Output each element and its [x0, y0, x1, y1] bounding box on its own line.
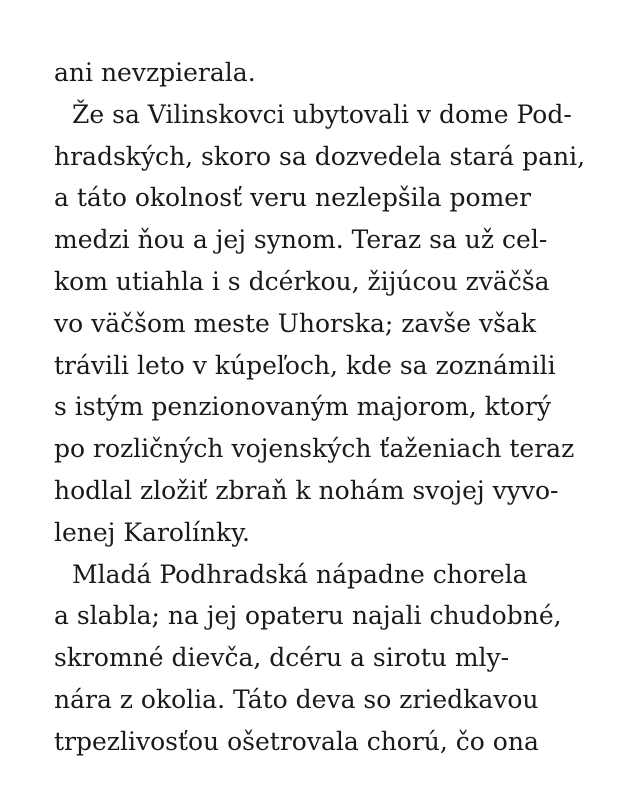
text-line: po rozličných vojenských ťaženiach teraz [54, 434, 575, 464]
text-line: vo väčšom meste Uhorska; zavše však [54, 308, 537, 338]
text-line: a slabla; na jej opateru najali chudobné, [54, 601, 562, 631]
text-line: a táto okolnosť veru nezlepšila pomer [54, 183, 532, 213]
text-line: nára z okolia. Táto deva so zriedkavou [54, 684, 539, 714]
paragraph-first-line: Mladá Podhradská nápadne chorela [72, 559, 528, 589]
text-line: hodlal zložiť zbraň k nohám svojej vyvo- [54, 475, 559, 505]
text-line: skromné dievča, dcéru a sirotu mly- [54, 643, 510, 673]
text-line: s istým penzionovaným majorom, ktorý [54, 392, 551, 422]
text-line: lenej Karolínky. [54, 517, 250, 547]
text-line: hradských, skoro sa dozvedela stará pani, [54, 141, 586, 171]
body-text [54, 52, 614, 763]
paragraph-first-line: Že sa Vilinskovci ubytovali v dome Pod- [72, 99, 572, 129]
text-line: trpezlivosťou ošetrovala chorú, čo ona [54, 726, 539, 756]
text-line: ani nevzpierala. [54, 58, 256, 87]
text-line: kom utiahla i s dcérkou, žijúcou zväčša [54, 266, 550, 296]
text-line: medzi ňou a jej synom. Teraz sa už cel- [54, 225, 548, 255]
text-line: trávili leto v kúpeľoch, kde sa zoznámili [54, 350, 556, 380]
